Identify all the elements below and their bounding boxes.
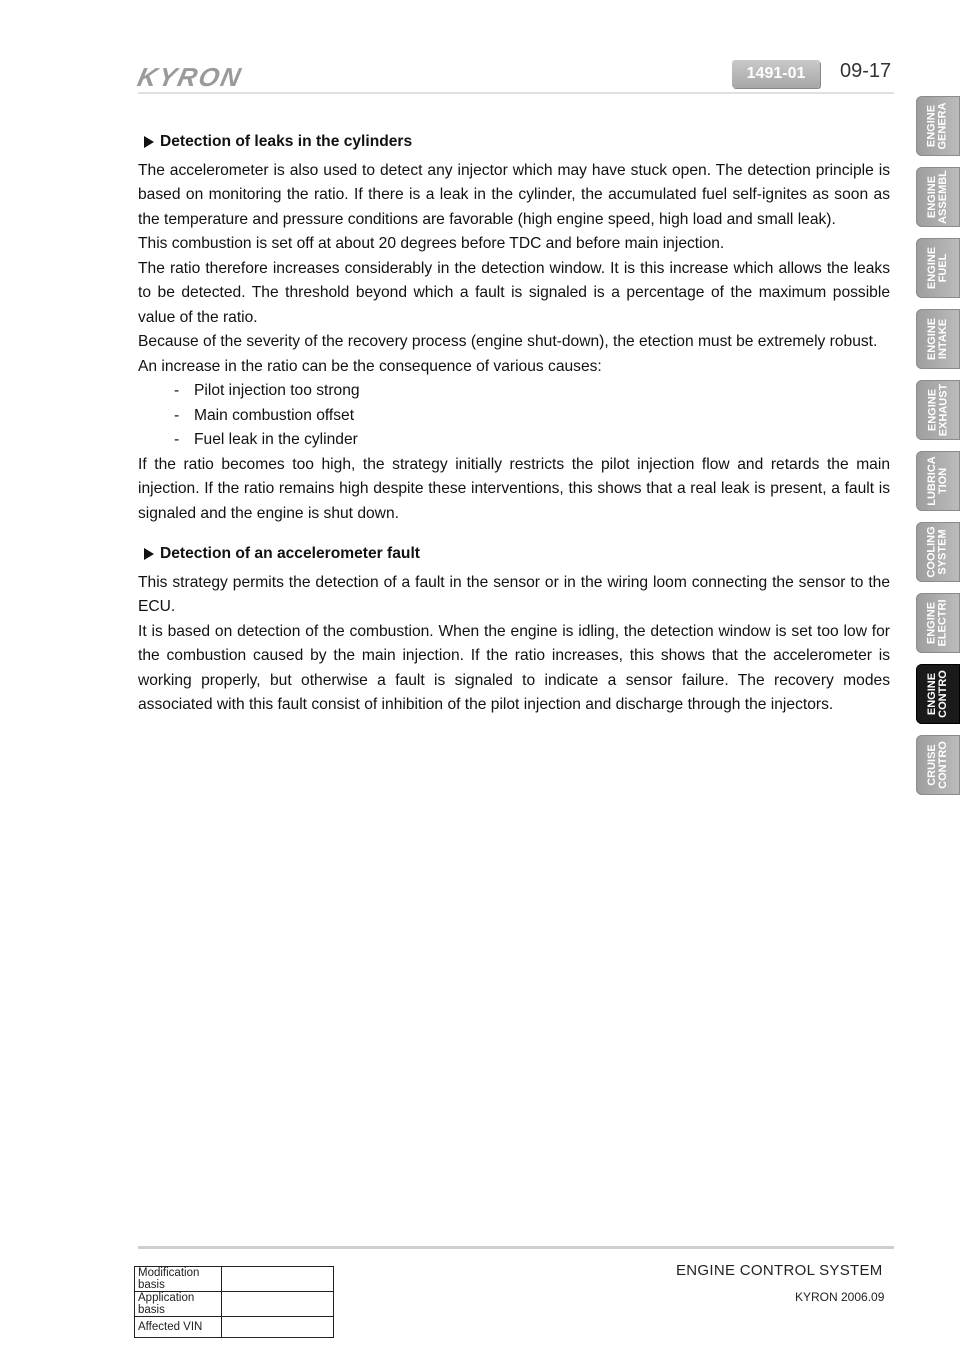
section-accelerometer-fault xyxy=(138,542,890,718)
tab-engine-electrical[interactable]: ENGINE ELECTRI xyxy=(916,593,960,653)
paragraph: The accelerometer is also used to detect any injector which may have stuck open. The detection principle is based on monitoring the ratio. If there is a leak in the cylinder, the accumulated fuel self-ignites as soon as the temperature and pressure conditions are favorable (high engine speed, high load and small leak). xyxy=(138,161,890,228)
tab-lubrication[interactable]: LUBRICA TION xyxy=(916,451,960,511)
tab-engine-general[interactable]: ENGINE GENERA xyxy=(916,96,960,156)
modification-table xyxy=(134,1266,334,1338)
tab-engine-assembly[interactable]: ENGINE ASSEMBL xyxy=(916,167,960,227)
chapter-tabs xyxy=(916,96,960,806)
table-row xyxy=(135,1317,334,1338)
paragraph: Because of the severity of the recovery process (engine shut-down), the etection must be extremely robust. xyxy=(138,333,878,350)
footer-chapter-title: ENGINE CONTROL SYSTEM xyxy=(676,1262,883,1279)
paragraph: This strategy permits the detection of a fault in the sensor or in the wiring loom connecting the sensor to the ECU. xyxy=(138,573,890,615)
paragraph: It is based on detection of the combustion. When the engine is idling, the detection window is set too low for the combustion caused by the main injection. If the ratio increases, this shows that the accelerometer is working properly, but otherwise a fault is signaled to indicate a sensor failure. The recovery modes associated with this fault consist of inhibition of the pilot injection and discharge through the injectors. xyxy=(138,622,890,713)
footer-model-year: KYRON 2006.09 xyxy=(795,1290,885,1304)
section-leaks xyxy=(138,130,890,526)
kyron-logo: KYRON xyxy=(134,62,246,92)
paragraph: This combustion is set off at about 20 degrees before TDC and before main injection. xyxy=(138,235,725,252)
section-heading: Detection of an accelerometer fault xyxy=(160,542,890,567)
tab-engine-control[interactable]: ENGINE CONTRO xyxy=(916,664,960,724)
tab-engine-exhaust[interactable]: ENGINE EXHAUST xyxy=(916,380,960,440)
list-item: - Main combustion offset xyxy=(174,406,355,424)
tab-engine-intake[interactable]: ENGINE INTAKE xyxy=(916,309,960,369)
table-value xyxy=(222,1292,334,1317)
paragraph: The ratio therefore increases considerably in the detection window. It is this increase which allows the leaks to be detected. The threshold beyond which a fault is signaled is a percentage of the maximum possible value of the ratio. xyxy=(138,259,890,326)
section-code-badge: 1491-01 xyxy=(732,60,820,88)
triangle-bullet-icon xyxy=(144,548,154,560)
table-row xyxy=(135,1267,334,1292)
header-divider xyxy=(138,92,894,94)
table-label: Affected VIN xyxy=(135,1317,222,1338)
tab-engine-fuel[interactable]: ENGINE FUEL xyxy=(916,238,960,298)
main-content xyxy=(138,130,890,718)
list-item: - Fuel leak in the cylinder xyxy=(174,431,358,448)
table-label: Application basis xyxy=(135,1292,222,1317)
paragraph: An increase in the ratio can be the consequence of various causes: xyxy=(138,357,602,375)
triangle-bullet-icon xyxy=(144,136,154,148)
section-heading: Detection of leaks in the cylinders xyxy=(160,130,890,155)
table-label: Modification basis xyxy=(135,1267,222,1292)
table-value xyxy=(222,1317,334,1338)
tab-cruise-control[interactable]: CRUISE CONTRO xyxy=(916,735,960,795)
list-item: - Pilot injection too strong xyxy=(174,382,360,399)
tab-cooling-system[interactable]: COOLING SYSTEM xyxy=(916,522,960,582)
table-value xyxy=(222,1267,334,1292)
causes-list xyxy=(138,379,890,453)
paragraph: If the ratio becomes too high, the strategy initially restricts the pilot injection flow and retards the main injection. If the ratio remains high despite these interventions, this shows that a real leak is present, a fault is signaled and the engine is shut down. xyxy=(138,455,890,522)
footer-divider xyxy=(138,1246,894,1249)
page-number: 09-17 xyxy=(840,60,892,82)
table-row xyxy=(135,1292,334,1317)
